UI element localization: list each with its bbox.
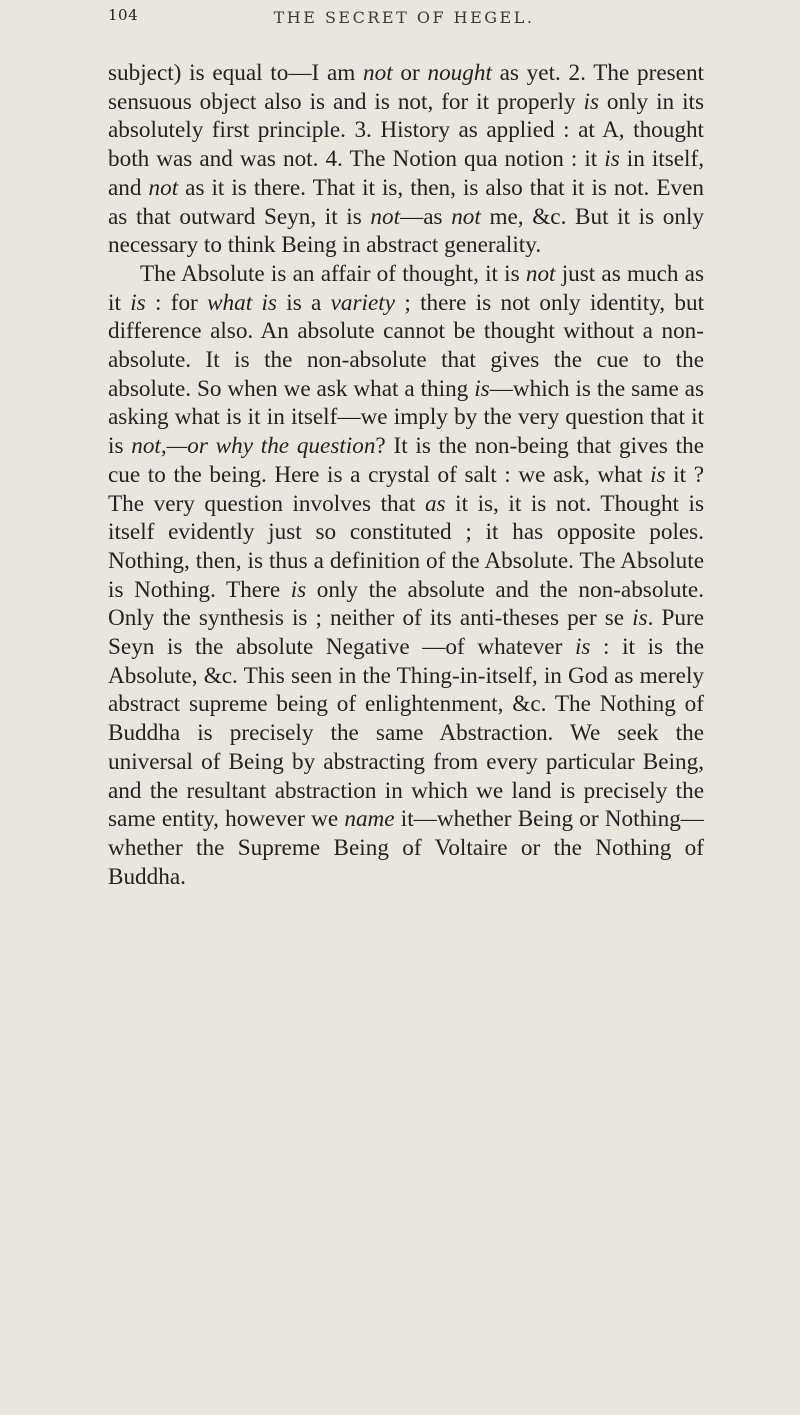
italic-text: not [370, 203, 401, 230]
paragraph [108, 59, 704, 260]
body-text [108, 59, 704, 891]
text-run: as yet. 2. The present sensuous object also is and is not, for it properly [108, 60, 704, 115]
italic-text: is [650, 461, 666, 488]
page-header [108, 2, 700, 32]
running-title: THE SECRET OF HEGEL. [273, 8, 535, 27]
italic-text: as [424, 490, 446, 517]
text-run: ? It is the non-being that gives the cue to the being. Here is a crystal of salt : we ask, what [108, 433, 705, 488]
text-run: The Absolute is an affair of thought, it is [140, 260, 526, 287]
italic-text: name [344, 806, 395, 833]
italic-text: is [130, 289, 146, 316]
text-run: only the absolute and the non-absolute. Only the synthesis is ; neither of its anti-theses per se [108, 576, 704, 632]
text-run: subject) is equal to—I am [108, 60, 364, 86]
text-run: it—whether Being or Nothing—whether the Supreme Being of Voltaire or the Nothing of Buddha. [108, 806, 704, 890]
italic-text: is [574, 634, 591, 661]
italic-text: not [451, 203, 481, 230]
italic-text: not,—or why the question [131, 433, 376, 460]
paragraph [108, 260, 704, 891]
text-run: ; there is not only identity, but difference also. An absolute cannot be thought without a non-absolute. It is the non-absolute that gives the cue to the absolute. So when we ask what a thing [108, 289, 705, 402]
text-run: it is, it is not. Thought is itself evidently just so constituted ; it has opposite poles. Nothing, then, is thus a definition of the Absolute. The Absolute is Nothing. There [108, 490, 705, 603]
italic-text: is [290, 576, 307, 603]
text-run: —which is the same as asking what is it in itself—we imply by the very question that it is [108, 375, 704, 460]
text-run: : for [145, 289, 208, 316]
text-run: : it is the Absolute, &c. This seen in the Thing-in-itself, in God as merely abstract supreme being of enlightenment, &c. The Nothing of Buddha is precisely the same Abstraction. We seek the universal of Being by abstracting from every particular Being, and the resultant abstraction in which we land is precisely the same entity, however we [108, 634, 704, 833]
text-run: in itself, and [108, 146, 704, 201]
italic-text: what is [207, 289, 277, 316]
italic-text: is [583, 88, 599, 115]
italic-text: nought [427, 60, 492, 86]
text-run: —as [400, 203, 452, 230]
text-run: is a [276, 289, 331, 316]
text-run: me, &c. But it is only necessary to think Being in abstract generality. [108, 203, 704, 259]
italic-text: is [474, 375, 490, 402]
text-run: or [392, 60, 428, 86]
text-run: only in its absolutely first principle. 3. History as applied : at A, thought both was and was not. 4. The Notion qua notion : it [108, 88, 704, 173]
italic-text: variety [330, 289, 396, 316]
page-number: 104 [108, 6, 139, 24]
text-run: . Pure Seyn is the absolute Negative —of whatever [108, 605, 704, 661]
italic-text: is [632, 605, 648, 632]
italic-text: not [525, 260, 556, 287]
italic-text: not [363, 60, 393, 86]
text-run: just as much as it [108, 260, 704, 316]
italic-text: is [604, 146, 620, 173]
text-run: it ? The very question involves that [108, 461, 704, 517]
text-run: as it is there. That it is, then, is also that it is not. Even as that outward Seyn, it is [108, 174, 705, 230]
italic-text: not [148, 174, 179, 201]
